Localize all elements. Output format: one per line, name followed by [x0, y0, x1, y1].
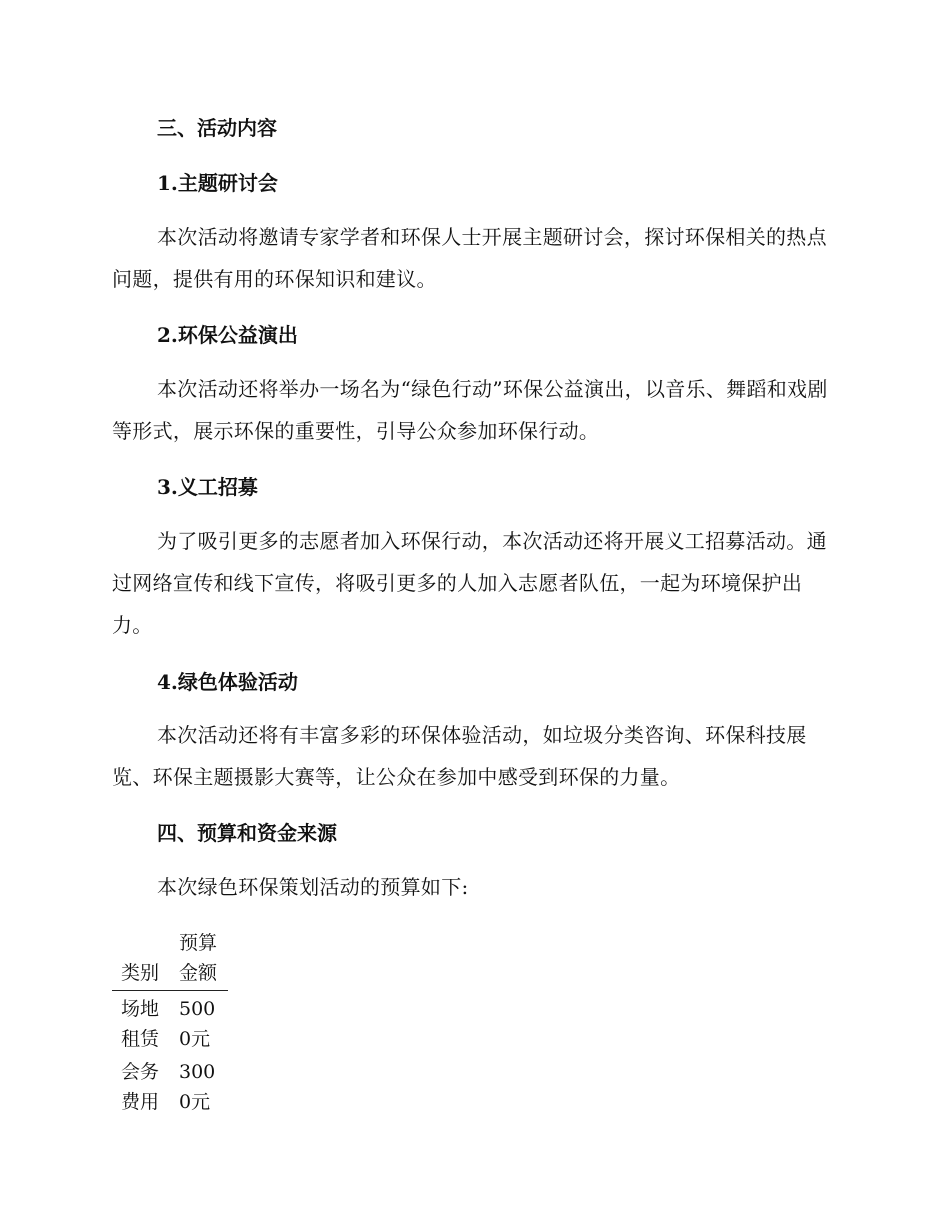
- table-cell-category: 会务费用: [121, 1061, 160, 1113]
- item-title-performance: 2.环保公益演出: [157, 323, 298, 347]
- table-cell-amount: 3000元: [179, 1061, 216, 1113]
- budget-table: [112, 928, 228, 1117]
- item-body-volunteer: 为了吸引更多的志愿者加入环保行动，本次活动还将开展义工招募活动。通过网络宣传和线下宣传，将吸引更多的人加入志愿者队伍，一起为环境保护出力。: [112, 529, 827, 637]
- table-header-amount: 预算金额: [170, 928, 228, 991]
- item-title-seminar: 1.主题研讨会: [157, 171, 278, 195]
- table-row: [112, 991, 228, 1055]
- item-body-green-experience: 本次活动还将有丰富多彩的环保体验活动，如垃圾分类咨询、环保科技展览、环保主题摄影大赛等，让公众在参加中感受到环保的力量。: [112, 723, 807, 789]
- section-heading-activities: 三、活动内容: [157, 116, 277, 140]
- item-title-green-experience: 4.绿色体验活动: [157, 670, 298, 694]
- section-heading-budget: 四、预算和资金来源: [157, 821, 337, 845]
- item-title-volunteer: 3.义工招募: [157, 475, 258, 499]
- item-body-performance: 本次活动还将举办一场名为“绿色行动”环保公益演出，以音乐、舞蹈和戏剧等形式，展示环保的重要性，引导公众参加环保行动。: [112, 377, 828, 443]
- table-cell-amount: 5000元: [179, 998, 216, 1050]
- table-row: [112, 1054, 228, 1117]
- table-header-row: [112, 928, 228, 991]
- table-header-category: 类别: [112, 928, 170, 991]
- budget-intro: 本次绿色环保策划活动的预算如下:: [157, 875, 469, 899]
- table-cell-category: 场地租赁: [121, 998, 160, 1050]
- item-body-seminar: 本次活动将邀请专家学者和环保人士开展主题研讨会，探讨环保相关的热点问题，提供有用的环保知识和建议。: [112, 225, 827, 291]
